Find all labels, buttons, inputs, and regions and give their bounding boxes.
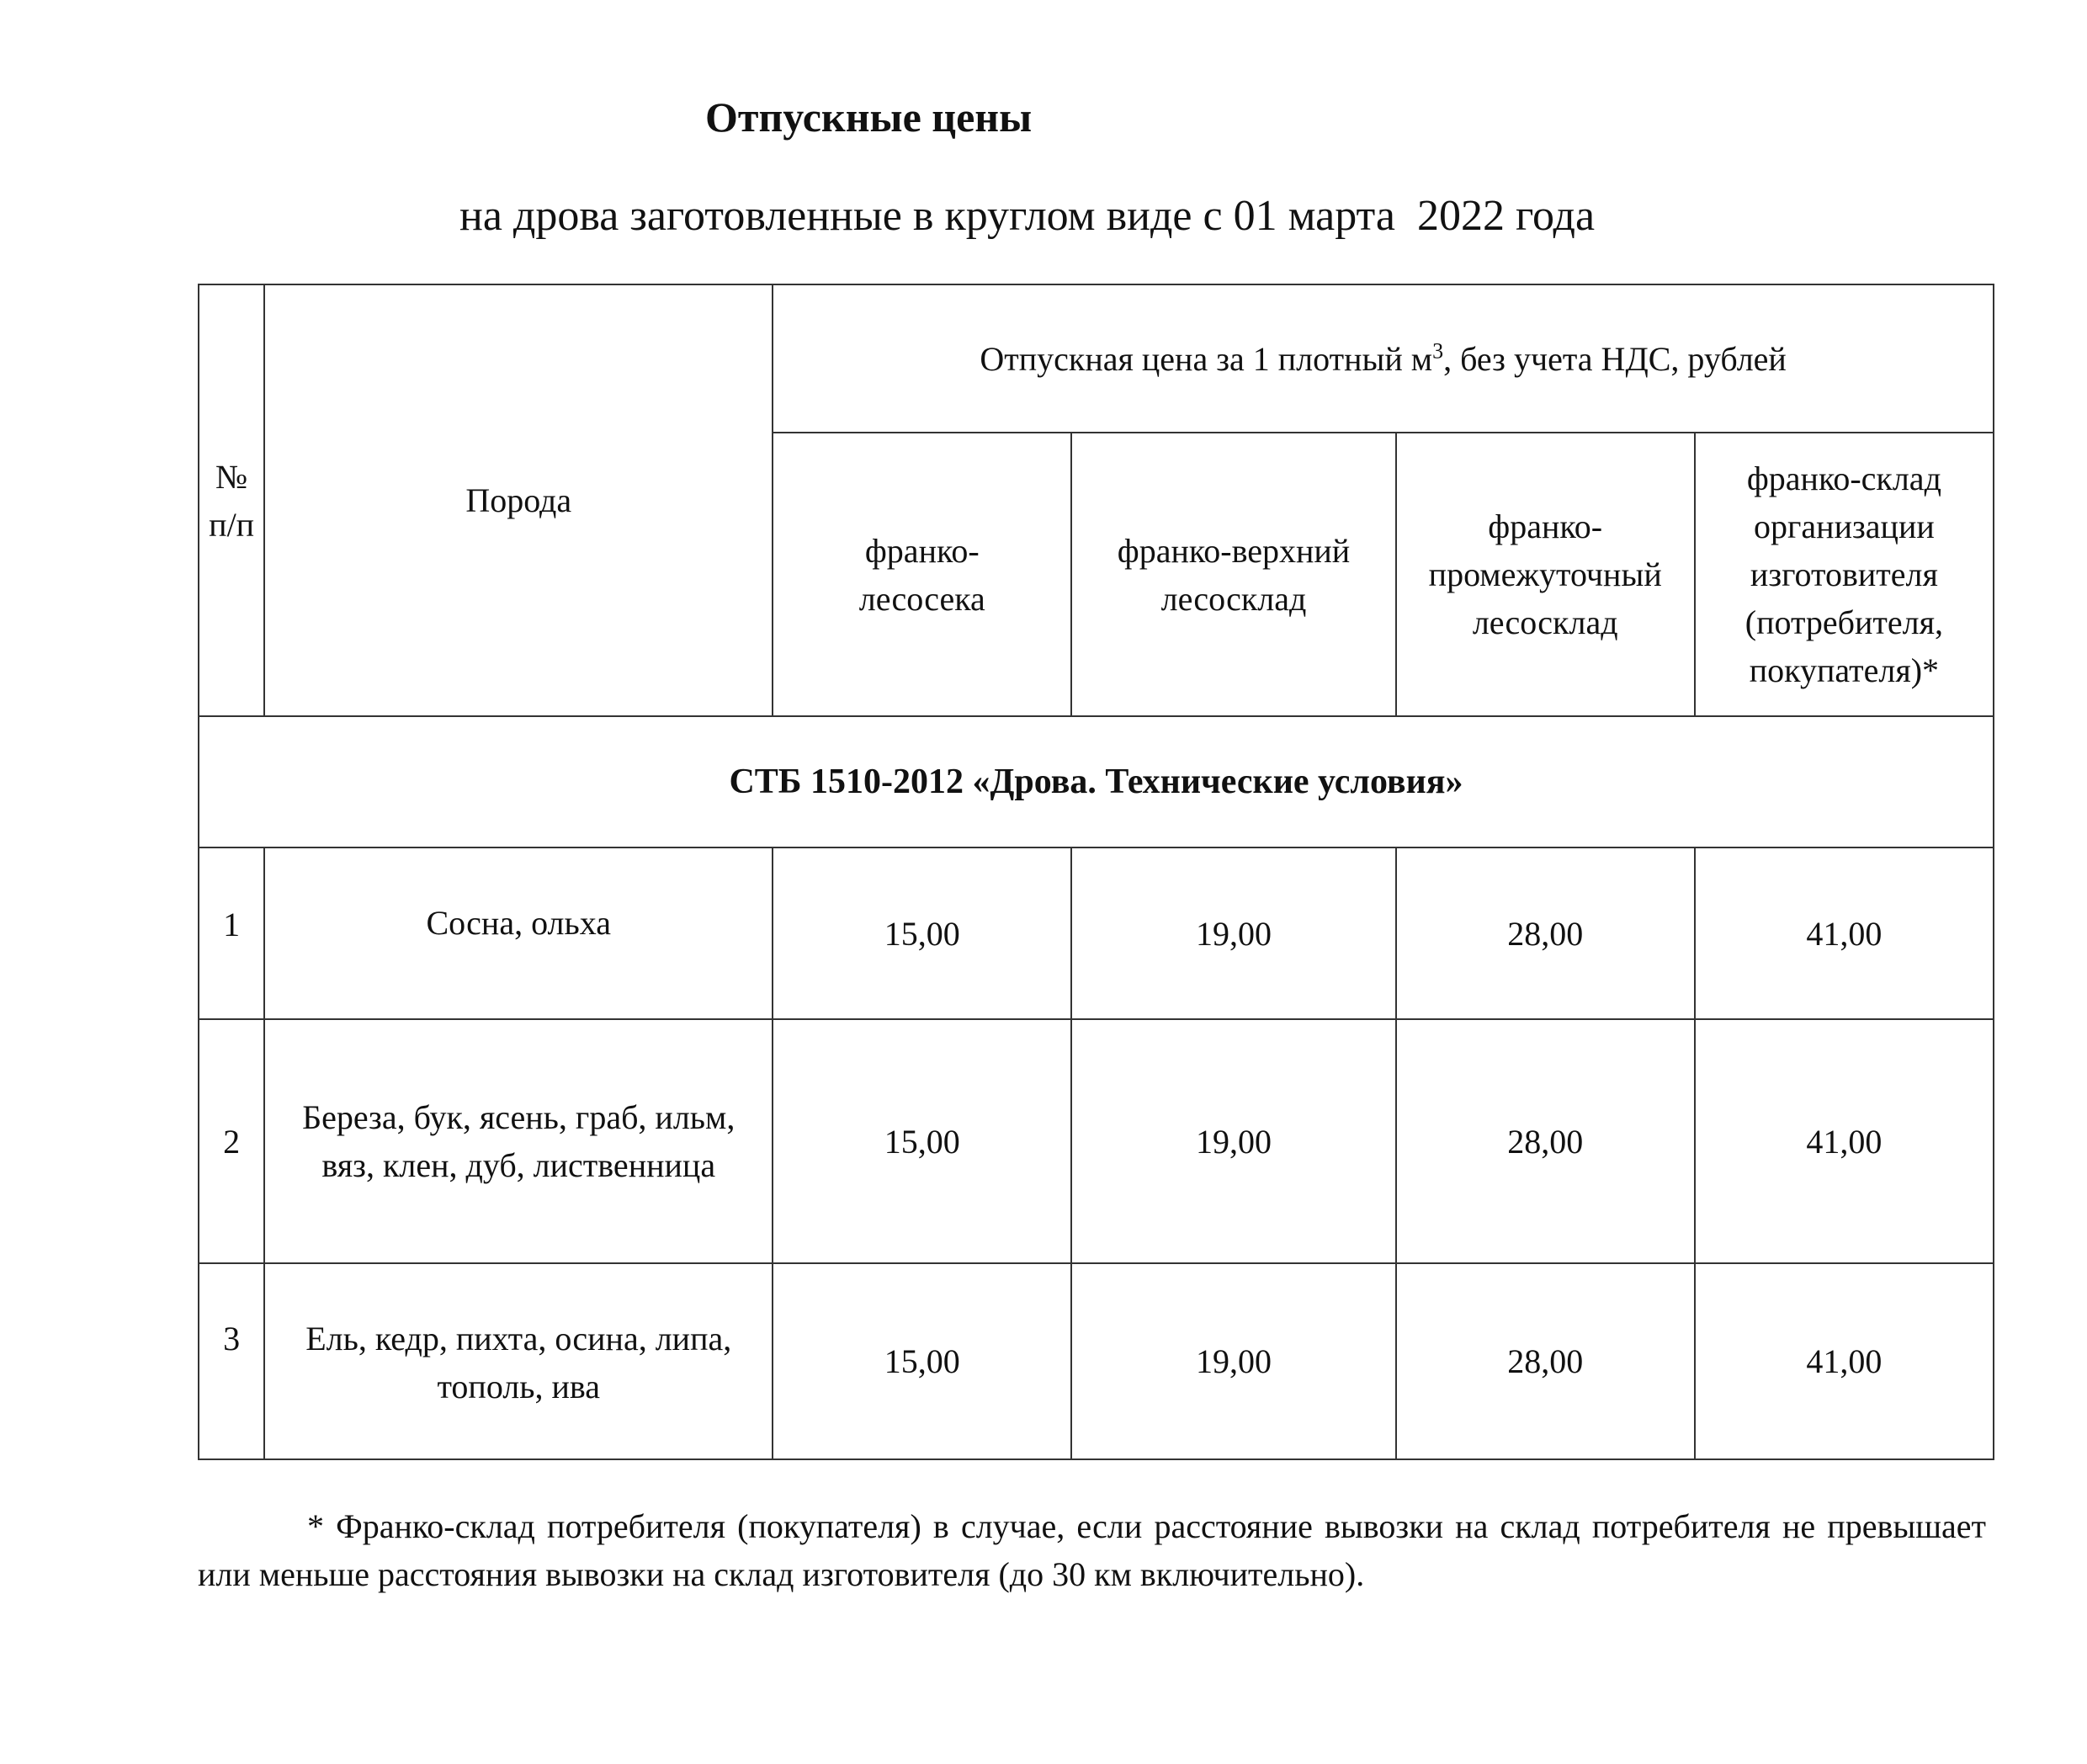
table-row xyxy=(199,1263,1994,1459)
section-title: СТБ 1510-2012 «Дрова. Технические условия» xyxy=(729,762,1463,801)
price-cell: 15,00 xyxy=(773,1019,1071,1263)
header-col-4-label: франко-склад организации изготовителя (потребителя, покупателя)* xyxy=(1744,460,1944,689)
header-col-1 xyxy=(773,433,1071,716)
table-row xyxy=(199,1019,1994,1263)
header-col-2-label: франко-верхний лесосклад xyxy=(1117,531,1351,618)
table-row xyxy=(199,847,1994,1019)
header-col-1-label: франко-лесосека xyxy=(858,531,985,618)
price-cell: 41,00 xyxy=(1695,847,1994,1019)
section-row xyxy=(199,716,1994,847)
price-cell: 19,00 xyxy=(1071,847,1395,1019)
row-species: Сосна, ольха xyxy=(264,847,773,1019)
footnote-text: * Франко-склад потребителя (покупателя) в случае, если расстояние вывозки на склад потребителя не превышает или меньше расстояния вывозки на склад изготовителя (до 30 км включительно). xyxy=(198,1507,1986,1593)
header-col-3-label: франко-промежуточный лесосклад xyxy=(1428,507,1662,641)
price-group-sup: 3 xyxy=(1432,338,1444,364)
row-species: Ель, кедр, пихта, осина, липа, тополь, ива xyxy=(264,1263,773,1459)
document-title: Отпускные цены xyxy=(705,93,1033,141)
section-title-cell xyxy=(199,716,1994,847)
price-cell: 41,00 xyxy=(1695,1019,1994,1263)
price-group-suffix: , без учета НДС, рублей xyxy=(1443,339,1787,378)
row-num: 1 xyxy=(199,847,264,1019)
row-num: 3 xyxy=(199,1263,264,1459)
header-species xyxy=(264,284,773,716)
price-cell: 19,00 xyxy=(1071,1263,1395,1459)
price-cell: 28,00 xyxy=(1396,1019,1695,1263)
price-cell: 28,00 xyxy=(1396,847,1695,1019)
document-subtitle: на дрова заготовленные в круглом виде с 01 марта 2022 года xyxy=(459,192,1596,240)
header-col-3 xyxy=(1396,433,1695,716)
price-cell: 28,00 xyxy=(1396,1263,1695,1459)
price-table xyxy=(198,284,1994,1460)
row-species: Береза, бук, ясень, граб, ильм, вяз, клен, дуб, лиственница xyxy=(264,1019,773,1263)
header-num-label: № п/п xyxy=(209,457,255,544)
price-group-label: Отпускная цена за 1 плотный м xyxy=(980,339,1433,378)
price-cell: 15,00 xyxy=(773,1263,1071,1459)
header-num xyxy=(199,284,264,716)
price-cell: 15,00 xyxy=(773,847,1071,1019)
header-col-2 xyxy=(1071,433,1395,716)
header-row-1 xyxy=(199,284,1994,433)
row-num: 2 xyxy=(199,1019,264,1263)
header-species-label: Порода xyxy=(465,481,572,519)
header-col-4 xyxy=(1695,433,1994,716)
price-cell: 19,00 xyxy=(1071,1019,1395,1263)
footnote xyxy=(198,1502,1986,1598)
header-price-group xyxy=(773,284,1994,433)
price-cell: 41,00 xyxy=(1695,1263,1994,1459)
